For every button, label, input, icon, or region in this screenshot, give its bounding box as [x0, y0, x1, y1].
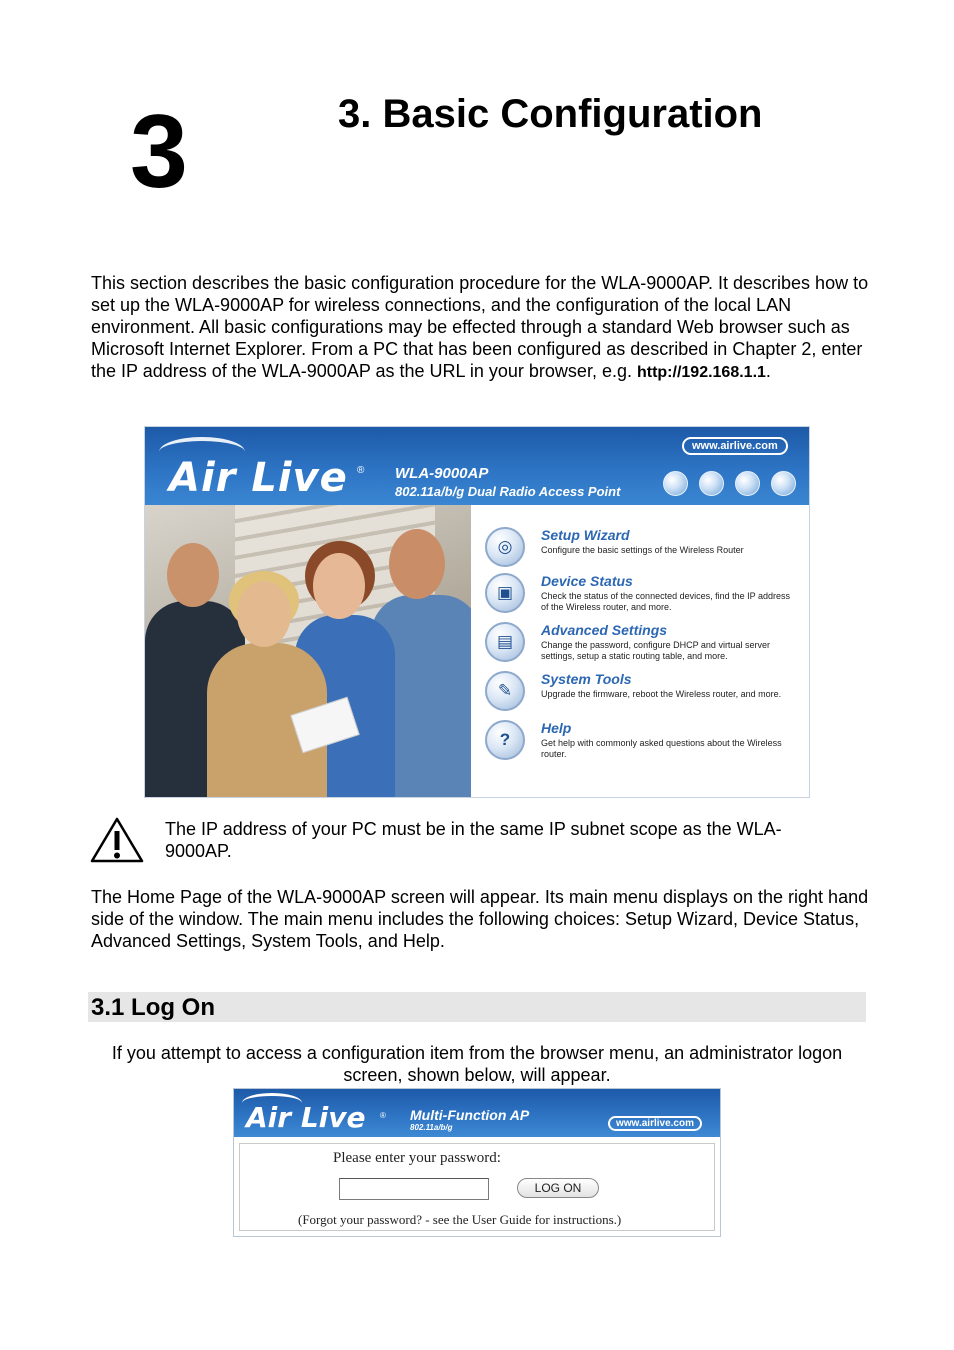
wizard-icon[interactable]: ◎	[485, 527, 525, 567]
help-icon[interactable]: ?	[485, 720, 525, 760]
logon-paragraph: If you attempt to access a configuration item from the browser menu, an administrator logon screen, shown below, will appear.	[111, 1043, 843, 1085]
product-standard: 802.11a/b/g	[410, 1123, 453, 1132]
monitor-icon[interactable]: ▣	[485, 573, 525, 613]
password-prompt: Please enter your password:	[333, 1150, 501, 1166]
login-form	[239, 1143, 715, 1231]
menu-item-advanced-settings[interactable]	[481, 618, 807, 666]
globe-icon	[771, 471, 796, 496]
registered-mark: ®	[357, 465, 365, 476]
registered-mark: ®	[380, 1111, 386, 1120]
logon-screenshot	[233, 1088, 721, 1237]
menu-description: Check the status of the connected devices, find the IP address of the Wireless router, and more.	[541, 591, 790, 612]
menu-description: Change the password, configure DHCP and virtual server settings, setup a static routing table, and more.	[541, 640, 770, 661]
menu-description: Configure the basic settings of the Wireless Router	[541, 545, 744, 555]
chapter-title: 3. Basic Configuration	[338, 92, 763, 136]
menu-title[interactable]: System Tools	[541, 671, 632, 687]
forgot-password-note: (Forgot your password? - see the User Guide for instructions.)	[298, 1212, 622, 1227]
product-name: Multi-Function AP	[410, 1107, 530, 1123]
intro-end: .	[765, 361, 771, 381]
globe-icons	[663, 471, 796, 496]
menu-description: Get help with commonly asked questions about the Wireless router.	[541, 738, 782, 759]
website-link[interactable]: www.airlive.com	[608, 1116, 702, 1131]
home-page-paragraph: The Home Page of the WLA-9000AP screen will appear. Its main menu displays on the right hand side of the window. The main menu includes the following choices: Setup Wizard, Device Status, Advanced Settings, System Tools, and Help.	[91, 887, 869, 951]
chapter-number: 3	[130, 94, 188, 210]
log-on-button[interactable]: LOG ON	[517, 1178, 599, 1198]
warning-icon	[89, 816, 145, 864]
menu-title[interactable]: Advanced Settings	[541, 622, 668, 638]
menu-description: Upgrade the firmware, reboot the Wireless router, and more.	[541, 689, 782, 699]
globe-icon	[699, 471, 724, 496]
intro-paragraph	[91, 272, 881, 384]
section-header-bar	[88, 992, 866, 1022]
menu-title[interactable]: Setup Wizard	[541, 527, 630, 543]
menu-item-help[interactable]	[481, 716, 807, 764]
example-url: http://192.168.1.1	[636, 364, 766, 381]
warning-text: The IP address of your PC must be in the same IP subnet scope as the WLA-9000AP.	[165, 819, 782, 861]
menu-item-device-status[interactable]	[481, 569, 807, 617]
menu-title[interactable]: Help	[541, 720, 572, 736]
airlive-logo-text: Air Live	[169, 455, 348, 501]
product-model: WLA-9000AP	[395, 465, 489, 482]
home-header-banner	[145, 427, 810, 505]
clipboard-icon[interactable]: ▤	[485, 622, 525, 662]
website-link[interactable]: www.airlive.com	[682, 437, 788, 455]
airlive-logo-text: Air Live	[246, 1101, 366, 1134]
menu-title[interactable]: Device Status	[541, 573, 633, 589]
section-title: 3.1 Log On	[91, 994, 216, 1021]
home-page-screenshot	[144, 426, 810, 798]
intro-text: This section describes the basic configuration procedure for the WLA-9000AP. It describes how to set up the WLA-9000AP for wireless connections, and the configuration of the local LAN environment. All basic configurations may be effected through a standard Web browser such as Microsoft Internet Explorer. From a PC that has been configured as described in Chapter 2, enter the IP address of the WLA-9000AP as the URL in your browser, e.g.	[91, 273, 869, 381]
menu-item-system-tools[interactable]	[481, 667, 807, 715]
people-photo	[145, 505, 471, 798]
tools-icon[interactable]: ✎	[485, 671, 525, 711]
login-header-banner	[234, 1089, 720, 1137]
menu-item-setup-wizard[interactable]	[481, 523, 807, 571]
globe-icon	[663, 471, 688, 496]
globe-icon	[735, 471, 760, 496]
password-input[interactable]	[339, 1178, 489, 1200]
product-description: 802.11a/b/g Dual Radio Access Point	[395, 484, 621, 499]
